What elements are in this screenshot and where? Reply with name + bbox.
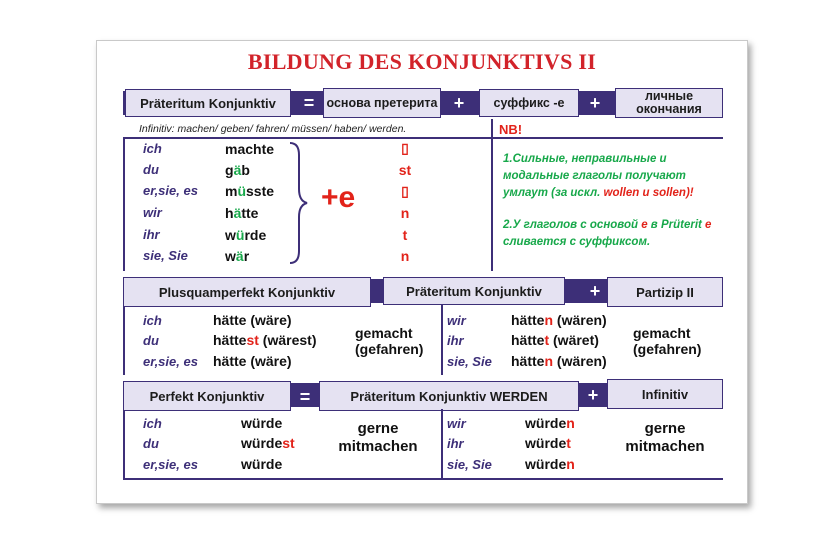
pronoun: ich xyxy=(143,141,162,156)
equals-sign: = xyxy=(299,386,311,407)
ending: ▯ xyxy=(401,183,409,199)
divider xyxy=(123,411,125,479)
konjunktiv-card xyxy=(96,40,748,504)
verb-form: hätte (wäre) xyxy=(213,312,292,328)
pronoun: ihr xyxy=(447,436,464,451)
pronoun: wir xyxy=(447,416,466,431)
pronoun: du xyxy=(143,162,159,177)
stem-box: основа претерита xyxy=(323,88,441,118)
pronoun: sie, Sie xyxy=(143,248,188,263)
verb-form: wär xyxy=(225,248,250,264)
perfekt-konjunktiv-box: Perfekt Konjunktiv xyxy=(123,381,291,411)
ending: n xyxy=(400,248,410,264)
plus-sign: + xyxy=(453,92,465,113)
divider xyxy=(123,137,723,139)
partizip-box: Partizip II xyxy=(607,277,723,307)
plus-e-label: +e xyxy=(321,181,356,214)
participle: gemacht (gefahren) xyxy=(633,325,702,357)
pronoun: sie, Sie xyxy=(447,354,492,369)
plus-sign: + xyxy=(589,280,601,301)
infinitiv-line: Infinitiv: machen/ geben/ fahren/ müssen/ haben/ werden. xyxy=(139,123,407,135)
verb-form: machte xyxy=(225,141,275,157)
verb-form: hättest (wärest) xyxy=(213,332,317,348)
curly-brace-icon xyxy=(287,141,309,265)
note-suffix-merge: 2.У глаголов с основой е в Prüterit е сливается с суффиксом. xyxy=(503,219,712,248)
infinitive-phrase: gerne mitmachen xyxy=(338,420,418,455)
verb-form: würdest xyxy=(241,435,295,451)
pronoun: sie, Sie xyxy=(447,457,492,472)
suffix-box: суффикс -е xyxy=(479,89,579,117)
infinitive-phrase: gerne mitmachen xyxy=(625,420,705,455)
divider xyxy=(491,119,493,271)
verb-form: würden xyxy=(525,456,575,472)
pronoun: du xyxy=(143,436,159,451)
pronoun: er,sie, es xyxy=(143,183,198,198)
praeteritum-konjunktiv-box: Präteritum Konjunktiv xyxy=(125,89,291,117)
pronoun: er,sie, es xyxy=(143,457,198,472)
pronoun: du xyxy=(143,333,159,348)
page-title: BILDUNG DES KONJUNKTIVS II xyxy=(247,49,597,74)
verb-form: hättet (wäret) xyxy=(511,332,599,348)
ending: ▯ xyxy=(401,140,409,156)
pronoun: er,sie, es xyxy=(143,354,198,369)
verb-form: hätte xyxy=(225,205,259,221)
verb-form: hätten (wären) xyxy=(511,353,607,369)
pronoun: ihr xyxy=(447,333,464,348)
divider xyxy=(441,409,443,479)
plus-sign: + xyxy=(589,92,601,113)
verb-form: hätten (wären) xyxy=(511,312,607,328)
pronoun: ich xyxy=(143,416,162,431)
praeteritum-konjunktiv-box: Präteritum Konjunktiv xyxy=(383,277,565,305)
pronoun: wir xyxy=(143,205,162,220)
verb-form: würde xyxy=(225,227,267,243)
pronoun: ihr xyxy=(143,227,160,242)
note-umlaut: 1.Сильные, неправильные и модальные глаголы получают умлаут (за искл. wollen и sollen)! xyxy=(503,153,694,199)
werden-box: Präteritum Konjunktiv WERDEN xyxy=(319,381,579,411)
ending: n xyxy=(400,205,410,221)
ending: st xyxy=(398,162,412,178)
divider xyxy=(123,478,723,480)
verb-form: würdet xyxy=(525,435,571,451)
divider xyxy=(441,305,443,375)
verb-form: müsste xyxy=(225,183,275,199)
infinitiv-box: Infinitiv xyxy=(607,379,723,409)
endings-box: личные окончания xyxy=(615,88,723,118)
nb-label: NB! xyxy=(499,122,523,137)
verb-form: würde xyxy=(241,415,283,431)
plusquamperfekt-box: Plusquamperfekt Konjunktiv xyxy=(123,277,371,307)
ending: t xyxy=(402,227,408,243)
participle: gemacht (gefahren) xyxy=(355,325,424,357)
plus-sign: + xyxy=(587,384,599,405)
equals-sign: = xyxy=(303,92,315,113)
divider xyxy=(123,137,125,271)
pronoun: wir xyxy=(447,313,466,328)
pronoun: ich xyxy=(143,313,162,328)
verb-form: würden xyxy=(525,415,575,431)
verb-form: würde xyxy=(241,456,283,472)
divider xyxy=(123,307,125,375)
verb-form: gäb xyxy=(225,162,250,178)
verb-form: hätte (wäre) xyxy=(213,353,292,369)
